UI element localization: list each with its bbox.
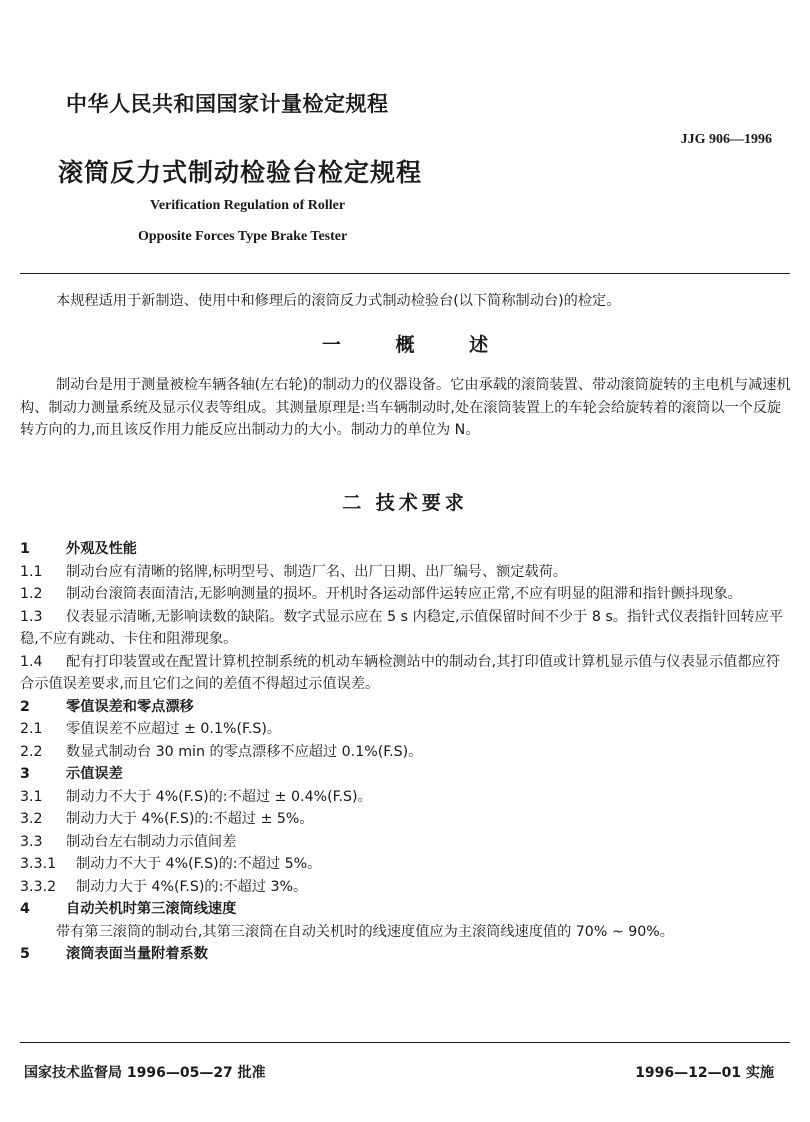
regulation-code: JJG 906—1996	[680, 132, 772, 147]
clause-3-3-1	[20, 853, 792, 876]
clause-number: 1	[20, 541, 30, 557]
clause-text: 滚筒表面当量附着系数	[66, 946, 208, 962]
clause-text: 零值误差和零点漂移	[66, 698, 194, 715]
clause-text: 零值误差不应超过 ± 0.1%(F.S)。	[66, 721, 282, 737]
clause-text: 示值误差	[66, 766, 123, 782]
clause-3	[20, 763, 792, 786]
footer-divider	[20, 1042, 790, 1043]
clause-number: 3	[20, 766, 30, 782]
regulation-title-cn: 滚筒反力式制动检验台检定规程	[58, 158, 423, 187]
clause-1-1	[20, 561, 792, 584]
clause-number: 2.1	[20, 721, 43, 737]
clause-number: 1.4	[20, 653, 43, 670]
national-standard-title: 中华人民共和国国家计量检定规程	[66, 92, 389, 116]
section-1-paragraph: 制动台是用于测量被检车辆各轴(左右轮)的制动力的仪器设备。它由承载的滚筒装置、带动滚筒旋转的主电机与减速机构、制动力测量系统及显示仪表等组成。其测量原理是:当车辆制动时,处在滚筒装置上的车轮会给旋转着的滚筒以一个反旋转方向的力,而且该反作用力能反应出制动力的大小。制动力的单位为 N。	[20, 377, 791, 438]
clause-2-1	[20, 718, 792, 741]
header-divider	[20, 273, 790, 274]
clause-4	[20, 898, 792, 921]
clause-1	[20, 538, 792, 561]
clause-number: 3.3	[20, 833, 43, 850]
clause-text: 数显式制动台 30 min 的零点漂移不应超过 0.1%(F.S)。	[66, 743, 423, 760]
clause-text: 仪表显示清晰,无影响读数的缺陷。数字式显示应在 5 s 内稳定,示值保留时间不少于 8 s。指针式仪表指针回转应平稳,不应有跳动、卡住和阻滞现象。	[20, 608, 784, 647]
clause-number: 2	[20, 698, 30, 715]
clause-text: 制动力大于 4%(F.S)的:不超过 3%。	[76, 878, 308, 895]
effective-date-line: 1996—12—01 实施	[635, 1065, 774, 1081]
clause-1-4	[20, 651, 792, 696]
clause-text: 外观及性能	[66, 541, 137, 557]
clause-number: 1.3	[20, 608, 43, 625]
clause-text: 配有打印装置或在配置计算机控制系统的机动车辆检测站中的制动台,其打印值或计算机显示值与仪表显示值都应符合示值误差要求,而且它们之间的差值不得超过示值误差。	[20, 653, 780, 692]
clause-text: 制动台滚筒表面清洁,无影响测量的损坏。开机时各运动部件运转应正常,不应有明显的阻滞和指针颤抖现象。	[66, 586, 742, 602]
regulation-title-en-line2: Opposite Forces Type Brake Tester	[138, 229, 348, 244]
clause-5	[20, 943, 792, 966]
clause-number: 5	[20, 946, 30, 962]
clause-3-3-2	[20, 876, 792, 899]
clause-number: 3.1	[20, 788, 43, 805]
requirements-list	[20, 538, 792, 966]
clause-text: 自动关机时第三滚筒线速度	[66, 901, 237, 917]
clause-number: 1.2	[20, 586, 43, 602]
clause-text: 制动力不大于 4%(F.S)的:不超过 ± 0.4%(F.S)。	[66, 788, 372, 805]
section-2-heading: 二 技术要求	[342, 492, 468, 514]
clause-3-1	[20, 786, 792, 809]
clause-number: 3.3.2	[20, 878, 57, 895]
clause-2-2	[20, 741, 792, 764]
clause-text: 制动力不大于 4%(F.S)的:不超过 5%。	[76, 856, 322, 872]
clause-3-3	[20, 831, 792, 854]
regulation-title-en-line1: Verification Regulation of Roller	[150, 198, 346, 213]
clause-number: 1.1	[20, 563, 43, 580]
clause-1-3	[20, 606, 792, 651]
clause-3-2	[20, 808, 792, 831]
clause-number: 3.3.1	[20, 856, 57, 872]
clause-text: 制动力大于 4%(F.S)的:不超过 ± 5%。	[66, 811, 314, 827]
clause-number: 3.2	[20, 811, 43, 827]
clause-text: 制动台左右制动力示值间差	[66, 833, 237, 850]
clause-4-paragraph: 带有第三滚筒的制动台,其第三滚筒在自动关机时的线速度值应为主滚筒线速度值的 70% ~ 90%。	[56, 923, 674, 940]
clause-number: 4	[20, 901, 30, 917]
section-1-heading: 一 概 述	[321, 334, 489, 356]
scope-paragraph: 本规程适用于新制造、使用中和修理后的滚筒反力式制动检验台(以下简称制动台)的检定。	[56, 293, 621, 309]
clause-text: 制动台应有清晰的铭牌,标明型号、制造厂名、出厂日期、出厂编号、额定载荷。	[66, 563, 568, 580]
clause-2	[20, 696, 792, 719]
clause-number: 2.2	[20, 743, 43, 760]
approval-line: 国家技术监督局 1996—05—27 批准	[24, 1065, 266, 1081]
clause-1-2	[20, 583, 792, 606]
